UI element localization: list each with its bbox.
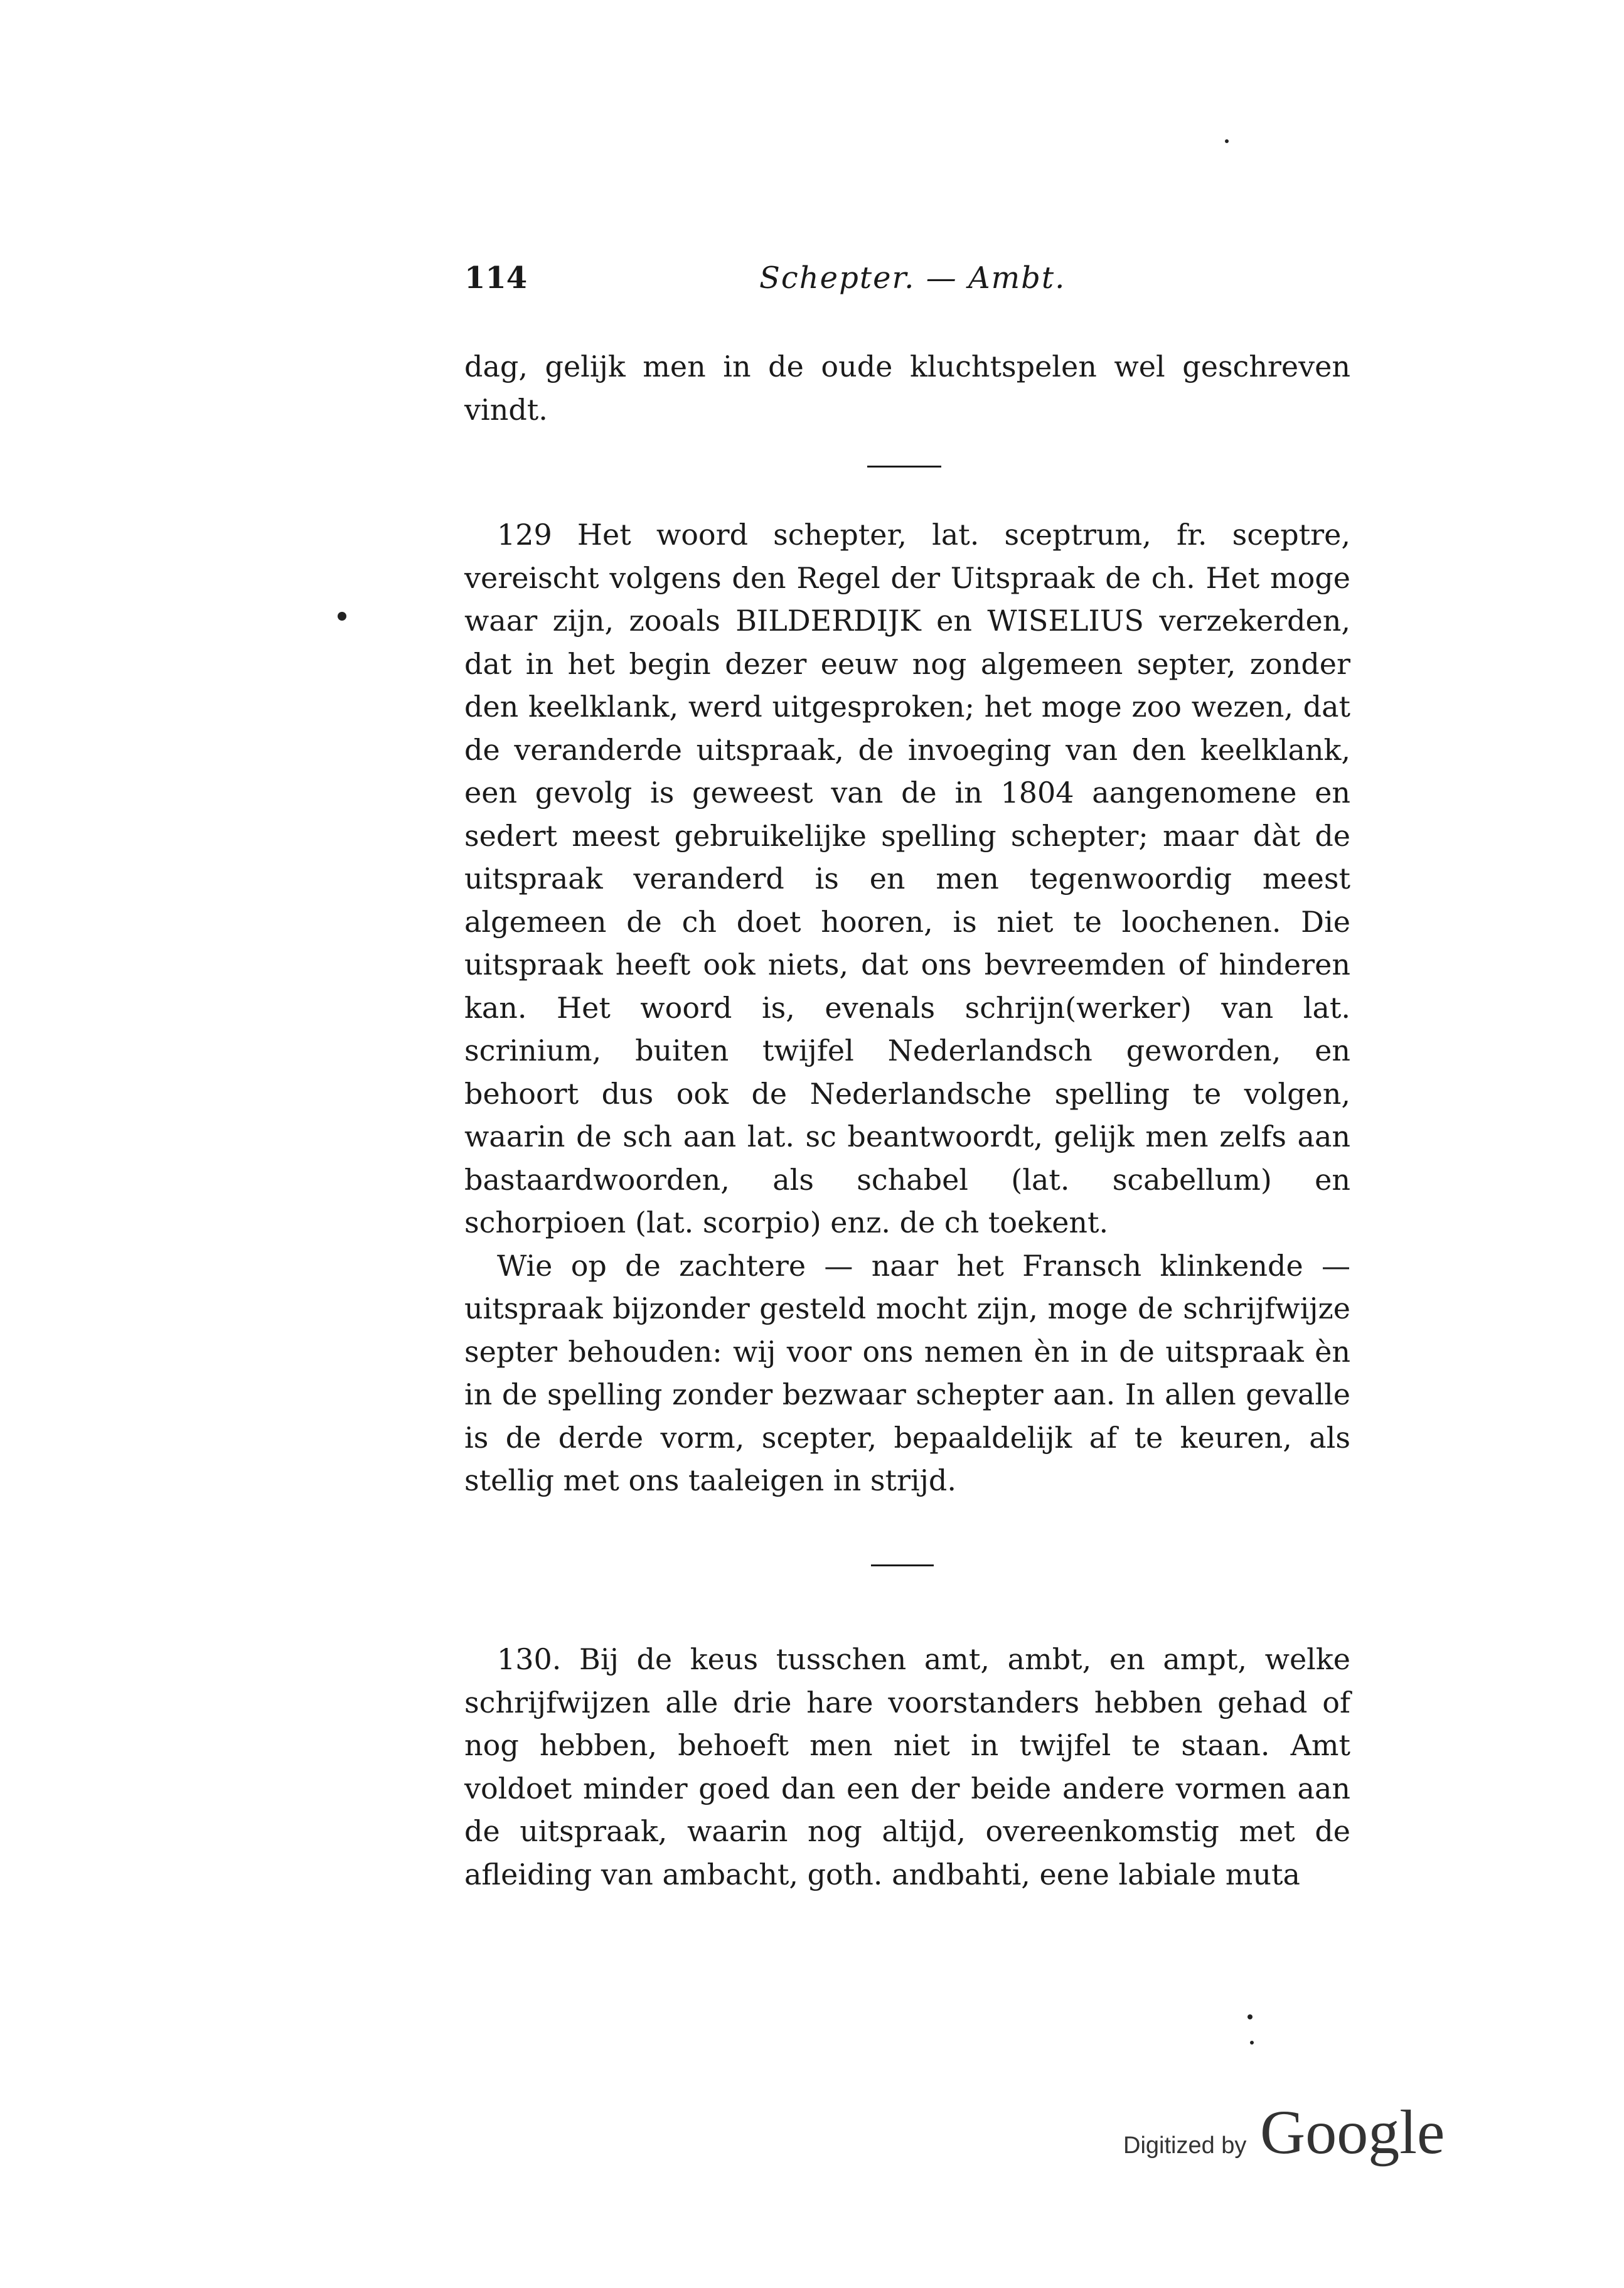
section-129 (464, 513, 1350, 1502)
section-130 (464, 1638, 1350, 1896)
section-divider (867, 466, 941, 468)
page-header (464, 260, 1368, 304)
running-title: Schepter. — Ambt. (759, 260, 1066, 296)
section-129-paragraph-2: Wie op de zachtere — naar het Fransch klinkende — uitspraak bijzonder gesteld mocht zijn, moge de schrijfwijze septer behouden: wij voor ons nemen èn in de uitspraak èn in de spelling zonder bezwaar schepter aan. In allen gevalle is de derde vorm, scepter, bepaaldelijk af te keuren, als stellig met ons taaleigen in strijd. (464, 1248, 1350, 1497)
scan-speck (1250, 2041, 1254, 2045)
scan-speck (338, 612, 346, 621)
continuation-text-block (464, 345, 1350, 431)
section-129-paragraph-1: 129 Het woord schepter, lat. sceptrum, fr. sceptre, vereischt volgens den Regel der Uitspraak de ch. Het moge waar zijn, zooals BILDERDIJK en WISELIUS verzekerden, dat in het begin dezer eeuw nog algemeen septer, zonder den keelklank, werd uitgesproken; het moge zoo wezen, dat de veranderde uitspraak, de invoeging van den keelklank, een gevolg is geweest van de in 1804 aangenomene en sedert meest gebruikelijke spelling schepter; maar dàt de uitspraak veranderd is en men tegenwoordig meest algemeen de ch doet hooren, is niet te loochenen. Die uitspraak heeft ook niets, dat ons bevreemden of hinderen kan. Het woord is, evenals schrijn(werker) van lat. scrinium, buiten twijfel Nederlandsch geworden, en behoort dus ook de Nederlandsche spelling te volgen, waarin de sch aan lat. sc beantwoordt, gelijk men zelfs aan bastaardwoorden, als schabel (lat. scabellum) en schorpioen (lat. scorpio) enz. de ch toekent. (464, 518, 1350, 1239)
digitized-by-label: Digitized by (1123, 2132, 1247, 2159)
page-number: 114 (464, 260, 528, 296)
continuation-paragraph: dag, gelijk men in de oude kluchtspelen wel geschreven vindt. (464, 350, 1350, 427)
scan-speck (1247, 2014, 1253, 2019)
digitized-by-google-watermark (1123, 2096, 1475, 2165)
scan-speck (1225, 139, 1229, 143)
google-logo: Google (1260, 2097, 1445, 2167)
section-130-paragraph-1: 130. Bij de keus tusschen amt, ambt, en ampt, welke schrijfwijzen alle drie hare voorstanders hebben gehad of nog hebben, behoeft men niet in twijfel te staan. Amt voldoet minder goed dan een der beide andere vormen aan de uitspraak, waarin nog altijd, overeenkomstig met de afleiding van ambacht, goth. andbahti, eene labiale muta (464, 1642, 1350, 1891)
section-divider (871, 1564, 934, 1566)
